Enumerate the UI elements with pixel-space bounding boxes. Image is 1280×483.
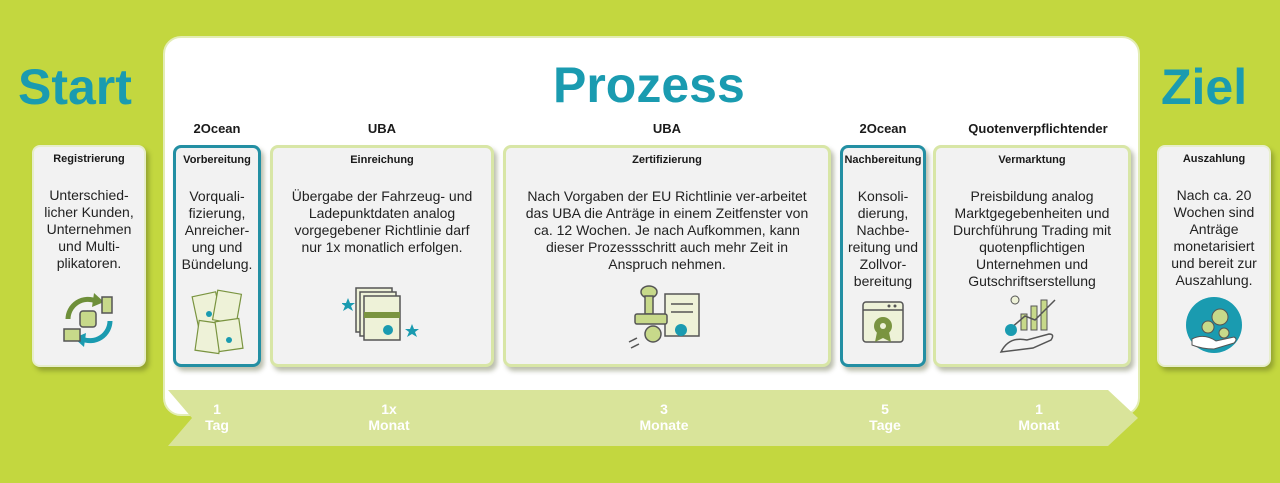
owner-label: 2Ocean — [859, 121, 907, 136]
card-einreichung — [270, 145, 494, 367]
owner-label: 2Ocean — [193, 121, 241, 136]
documents-icon — [189, 286, 245, 356]
card-registrierung — [32, 145, 146, 367]
browser-badge-icon — [859, 298, 907, 348]
card-text: Vorquali-fizierung, Anreicher-ung und Bündelung. — [181, 188, 253, 272]
hand-growth-icon — [997, 294, 1067, 354]
card-text: Unterschied-licher Kunden, Unternehmen und Multi-plikatoren. — [44, 187, 134, 271]
timeline-duration — [640, 401, 689, 433]
card-title: Vorbereitung — [183, 154, 251, 166]
card-title: Vermarktung — [998, 154, 1066, 166]
timeline-value: 3 — [660, 401, 668, 417]
timeline-value: 1 — [1035, 401, 1043, 417]
timeline-value: 1x — [381, 401, 397, 417]
card-vorbereitung — [173, 145, 261, 367]
start-heading: Start — [18, 59, 132, 115]
card-title: Zertifizierung — [632, 154, 702, 166]
card-text: Nach ca. 20 Wochen sind Anträge monetarisiert und bereit zur Auszahlung. — [1171, 187, 1257, 288]
goal-heading: Ziel — [1161, 59, 1248, 115]
owner-label: Quotenverpflichtender — [968, 121, 1108, 136]
timeline-duration — [869, 401, 901, 433]
hand-euro-icon — [1184, 295, 1244, 355]
card-title: Registrierung — [53, 153, 125, 165]
card-title: Einreichung — [350, 154, 414, 166]
timeline-duration — [1018, 401, 1059, 433]
card-text: Übergabe der Fahrzeug- und Ladepunktdaten analog vorgegebener Richtlinie darf nur 1x monatlich erfolgen. — [291, 188, 473, 255]
card-nachbereitung — [840, 145, 926, 367]
card-title: Nachbereitung — [844, 154, 922, 166]
timeline-unit: Tage — [869, 417, 901, 433]
process-heading: Prozess — [553, 57, 745, 113]
card-zertifizierung — [503, 145, 831, 367]
timeline-duration — [368, 401, 409, 433]
owner-label: UBA — [652, 121, 682, 136]
card-vermarktung — [933, 145, 1131, 367]
timeline-value: 5 — [881, 401, 889, 417]
arrows-cycle-icon — [58, 289, 120, 351]
timeline-value: 1 — [213, 401, 221, 417]
owner-label: UBA — [367, 121, 397, 136]
card-text: Preisbildung analog Marktgegebenheiten und Durchführung Trading mit quotenpflichtigen Unternehmen und Gutschriftserstellung — [953, 188, 1111, 289]
card-text: Nach Vorgaben der EU Richtlinie ver-arbeitet das UBA die Anträge in einem Zeitfenster von ca. 12 Wochen. Je nach Aufkommen, kann dieser Prozessschritt auch mehr Zeit in Anspruch nehmen. — [525, 188, 809, 272]
card-title: Auszahlung — [1182, 153, 1246, 165]
timeline-duration — [205, 401, 229, 433]
stamp-certificate-icon — [627, 282, 707, 352]
card-text: Konsoli-dierung, Nachbe-reitung und Zollvor-bereitung — [847, 188, 919, 289]
document-stack-icon — [342, 284, 422, 344]
timeline-unit: Tag — [205, 417, 229, 433]
timeline-unit: Monat — [1018, 417, 1060, 433]
timeline-unit: Monate — [639, 417, 689, 433]
timeline-unit: Monat — [368, 417, 410, 433]
card-auszahlung — [1157, 145, 1271, 367]
